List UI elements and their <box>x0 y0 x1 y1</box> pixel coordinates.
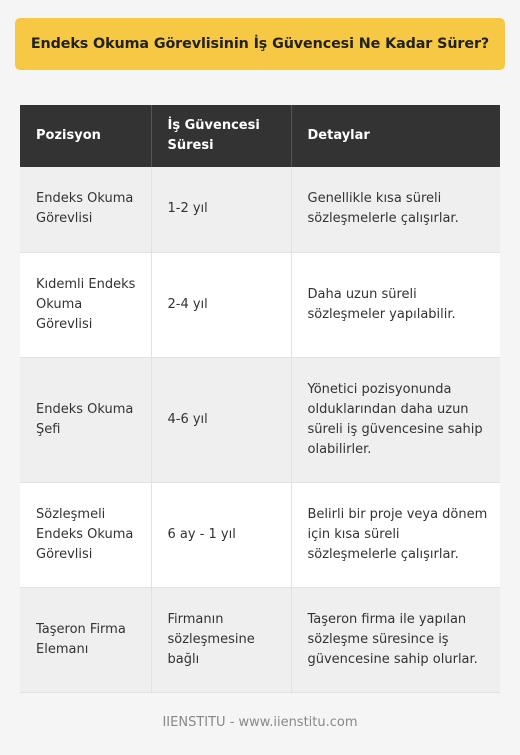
cell-details: Yönetici pozisyonunda olduklarından daha uzun süreli iş güvencesine sahip olabilirler. <box>291 357 500 482</box>
table-row <box>20 587 500 692</box>
cell-position: Sözleşmeli Endeks Okuma Görevlisi <box>20 482 151 587</box>
cell-position: Endeks Okuma Görevlisi <box>20 167 151 252</box>
table-row <box>20 167 500 252</box>
cell-details: Taşeron firma ile yapılan sözleşme süresince iş güvencesine sahip olurlar. <box>291 587 500 692</box>
cell-duration: 2-4 yıl <box>151 252 291 357</box>
cell-duration: 1-2 yıl <box>151 167 291 252</box>
cell-details: Genellikle kısa süreli sözleşmelerle çalışırlar. <box>291 167 500 252</box>
cell-position: Kıdemli Endeks Okuma Görevlisi <box>20 252 151 357</box>
table-row <box>20 482 500 587</box>
cell-duration: 6 ay - 1 yıl <box>151 482 291 587</box>
job-security-table <box>20 105 500 693</box>
table-row <box>20 252 500 357</box>
cell-position: Taşeron Firma Elemanı <box>20 587 151 692</box>
table-row <box>20 357 500 482</box>
table-header-row <box>20 105 500 167</box>
footer-credit: IIENSTITU - www.iienstitu.com <box>162 715 358 730</box>
cell-details: Daha uzun süreli sözleşmeler yapılabilir. <box>291 252 500 357</box>
cell-position: Endeks Okuma Şefi <box>20 357 151 482</box>
cell-duration: 4-6 yıl <box>151 357 291 482</box>
cell-details: Belirli bir proje veya dönem için kısa süreli sözleşmelerle çalışırlar. <box>291 482 500 587</box>
title-banner <box>15 18 505 70</box>
header-duration: İş Güvencesi Süresi <box>151 105 291 167</box>
header-position: Pozisyon <box>20 105 151 167</box>
cell-duration: Firmanın sözleşmesine bağlı <box>151 587 291 692</box>
header-details: Detaylar <box>291 105 500 167</box>
page-title: Endeks Okuma Görevlisinin İş Güvencesi Ne Kadar Sürer? <box>30 36 490 52</box>
